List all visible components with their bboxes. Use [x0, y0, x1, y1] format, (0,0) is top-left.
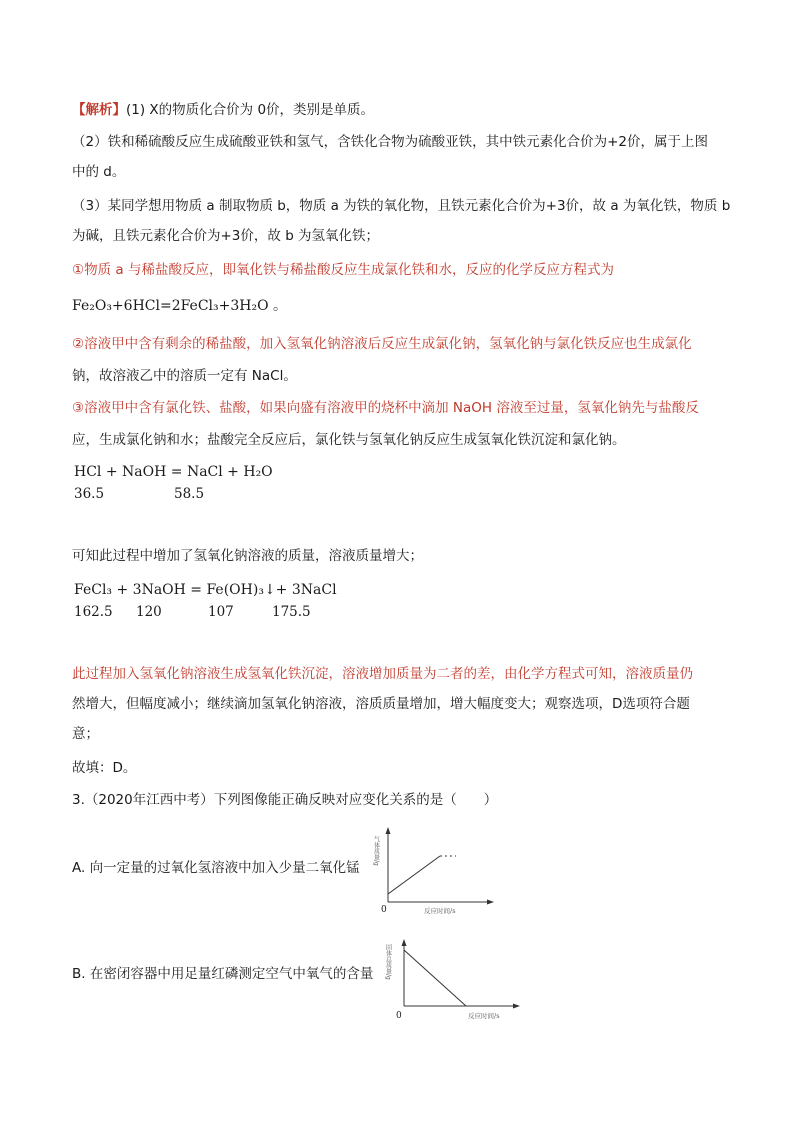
- eq3-mass-naoh: 120: [136, 604, 162, 620]
- graph-a-line: [388, 856, 440, 894]
- graph-b-ylabel: 固体总质量/g: [384, 944, 392, 980]
- graph-a-ylabel: 气体质量/g: [372, 836, 380, 866]
- graph-b-x-arrow: [513, 1004, 520, 1009]
- equation-3: FeCl₃ + 3NaOH = Fe(OH)₃↓+ 3NaCl: [74, 582, 337, 598]
- analysis-p2-line2: 中的 d。: [72, 164, 126, 180]
- analysis-p2-line1: （2）铁和稀硫酸反应生成硫酸亚铁和氢气，含铁化合物为硫酸亚铁，其中铁元素化合价为+2价，属于上图: [72, 134, 708, 150]
- question-3-stem: 3.（2020年江西中考）下列图像能正确反映对应变化关系的是（ ）: [72, 792, 498, 808]
- graph-a-x-arrow: [487, 900, 494, 905]
- graph-b-origin: 0: [396, 1011, 402, 1021]
- eq2-mass-nacl: 58.5: [174, 486, 205, 502]
- graph-b-line: [404, 950, 466, 1006]
- eq2-mass-hcl: 36.5: [74, 486, 105, 502]
- option-a-graph: [372, 824, 496, 916]
- option-a: A. 向一定量的过氧化氢溶液中加入少量二氧化锰: [72, 860, 360, 876]
- equation-2: HCl + NaOH = NaCl + H₂O: [74, 464, 273, 480]
- graph-a-origin: 0: [381, 905, 387, 915]
- analysis-answer: 故填：D。: [72, 760, 137, 776]
- analysis-note1: 可知此过程中增加了氢氧化钠溶液的质量，溶液质量增大；: [72, 548, 423, 564]
- analysis-note2-line3: 意；: [72, 726, 99, 742]
- analysis-item3-line2: 应，生成氯化钠和水；盐酸完全反应后，氯化铁与氢氧化钠反应生成氢氧化铁沉淀和氯化钠。: [72, 432, 626, 448]
- graph-b-y-arrow: [402, 939, 407, 946]
- eq3-mass-feoh3: 107: [208, 604, 234, 620]
- graph-b-xlabel: 反应时间/s: [468, 1012, 500, 1020]
- analysis-note2-line2: 然增大，但幅度减小；继续滴加氢氧化钠溶液，溶质质量增加，增大幅度变大；观察选项，D选项符合题: [72, 696, 690, 712]
- graph-a-xlabel: 反应时间/s: [424, 907, 456, 915]
- equation-1: Fe₂O₃+6HCl=2FeCl₃+3H₂O 。: [72, 298, 288, 314]
- analysis-tag: 【解析】: [72, 102, 126, 118]
- analysis-note2-line1: 此过程加入氢氧化钠溶液生成氢氧化铁沉淀，溶液增加质量为二者的差，由化学方程式可知，溶液质量仍: [72, 666, 693, 682]
- eq3-mass-nacl: 175.5: [272, 604, 311, 620]
- analysis-item1: ①物质 a 与稀盐酸反应，即氧化铁与稀盐酸反应生成氯化铁和水，反应的化学反应方程式为: [72, 262, 614, 278]
- option-b-graph: [384, 936, 528, 1028]
- eq3-mass-fecl3: 162.5: [74, 604, 113, 620]
- analysis-p1: 【解析】(1) X的物质化合价为 0价，类别是单质。: [72, 102, 375, 118]
- analysis-p3-line2: 为碱，且铁元素化合价为+3价，故 b 为氢氧化铁；: [72, 228, 380, 244]
- analysis-item3-line1: ③溶液甲中含有氯化铁、盐酸，如果向盛有溶液甲的烧杯中滴加 NaOH 溶液至过量，氢氧化钠先与盐酸反: [72, 400, 699, 416]
- analysis-item2-line1: ②溶液甲中含有剩余的稀盐酸，加入氢氧化钠溶液后反应生成氯化钠，氢氧化钠与氯化铁反应也生成氯化: [72, 336, 692, 352]
- analysis-item2-line2: 钠，故溶液乙中的溶质一定有 NaCl。: [72, 368, 297, 384]
- option-b: B. 在密闭容器中用足量红磷测定空气中氧气的含量: [72, 966, 374, 982]
- analysis-p3-line1: （3）某同学想用物质 a 制取物质 b，物质 a 为铁的氧化物，且铁元素化合价为+3价，故 a 为氧化铁，物质 b: [72, 198, 731, 214]
- graph-a-y-arrow: [386, 827, 391, 834]
